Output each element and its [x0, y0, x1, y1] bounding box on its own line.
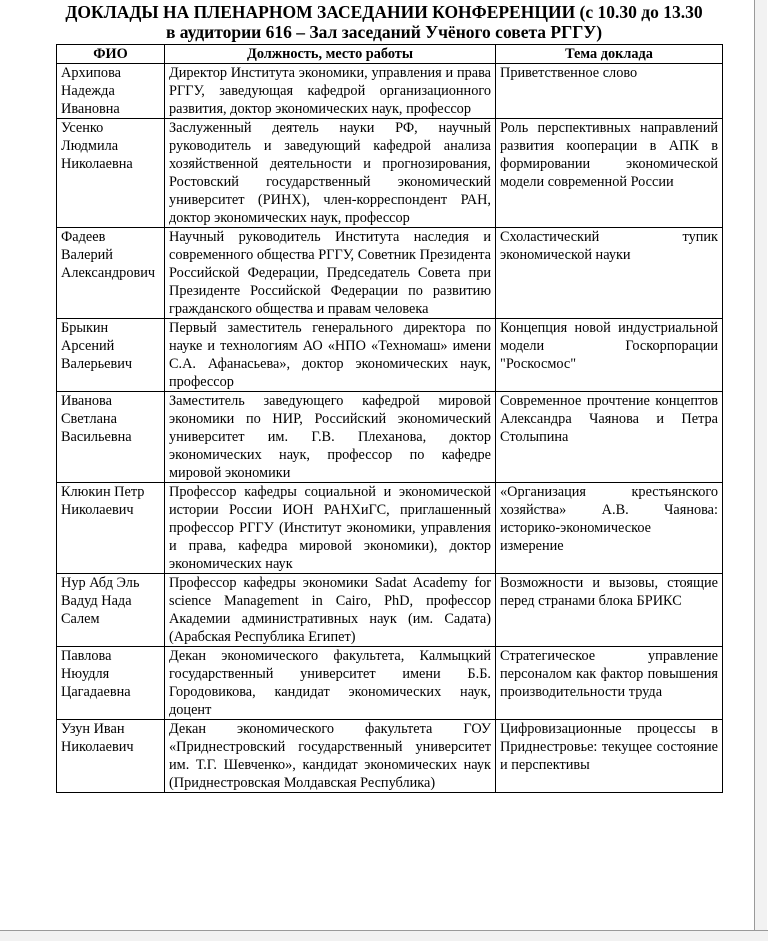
table-row [57, 119, 723, 228]
speaker-name: Брыкин Арсений Валерьевич [57, 319, 165, 392]
horizontal-scrollbar[interactable] [0, 930, 768, 941]
speaker-name: Фадеев Валерий Александрович [57, 228, 165, 319]
report-topic: Цифровизационные процессы в Приднестровье: текущее состояние и перспективы [496, 720, 723, 793]
speaker-position: Научный руководитель Института наследия и современного общества РГГУ, Советник Президента Российской Федерации, Председатель Совета при Президенте Российской Федерации по развитию гражданского общества и правам человека [165, 228, 496, 319]
report-topic: Возможности и вызовы, стоящие перед странами блока БРИКС [496, 574, 723, 647]
report-topic: Стратегическое управление персоналом как фактор повышения производительности труда [496, 647, 723, 720]
header-name: ФИО [57, 45, 165, 64]
report-topic: Схоластический тупик экономической науки [496, 228, 723, 319]
report-topic: Концепция новой индустриальной модели Госкорпорации "Роскосмос" [496, 319, 723, 392]
speakers-table [56, 44, 723, 793]
vertical-scrollbar[interactable] [754, 0, 767, 940]
table-row [57, 720, 723, 793]
speaker-position: Профессор кафедры социальной и экономической истории России ИОН РАНХиГС, приглашенный профессор РГГУ (Институт экономики, управления и права, кафедра мировой экономики), доктор экономических наук [165, 483, 496, 574]
header-position: Должность, место работы [165, 45, 496, 64]
title-line-1: ДОКЛАДЫ НА ПЛЕНАРНОМ ЗАСЕДАНИИ КОНФЕРЕНЦИИ (с 10.30 до 13.30 [65, 2, 703, 22]
table-row [57, 483, 723, 574]
title-line-2: в аудитории 616 – Зал заседаний Учёного совета РГГУ) [165, 22, 603, 42]
table-row [57, 392, 723, 483]
table-row [57, 647, 723, 720]
table-header-row [57, 45, 723, 64]
speaker-name: Клюкин Петр Николаевич [57, 483, 165, 574]
page-title [0, 2, 768, 42]
speaker-name: Иванова Светлана Васильевна [57, 392, 165, 483]
table-row [57, 228, 723, 319]
speaker-name: Павлова Нюудля Цагадаевна [57, 647, 165, 720]
speaker-name: Архипова Надежда Ивановна [57, 64, 165, 119]
speaker-position: Заслуженный деятель науки РФ, научный руководитель и заведующий кафедрой анализа хозяйственной деятельности и прогнозирования, Ростовский государственный экономический университет (РИНХ), член-корреспондент РАН, доктор экономических наук, профессор [165, 119, 496, 228]
report-topic: Приветственное слово [496, 64, 723, 119]
speaker-position: Заместитель заведующего кафедрой мировой экономики по НИР, Российский экономический университет им. Г.В. Плеханова, доктор экономических наук, профессор по кафедре мировой экономики [165, 392, 496, 483]
report-topic: Современное прочтение концептов Александра Чаянова и Петра Столыпина [496, 392, 723, 483]
speaker-name: Нур Абд Эль Вадуд Нада Салем [57, 574, 165, 647]
table-row [57, 319, 723, 392]
speaker-position: Декан экономического факультета ГОУ «Приднестровский государственный университет им. Т.Г. Шевченко», кандидат экономических наук (Приднестровская Молдавская Республика) [165, 720, 496, 793]
table-row [57, 574, 723, 647]
speaker-name: Усенко Людмила Николаевна [57, 119, 165, 228]
speaker-name: Узун Иван Николаевич [57, 720, 165, 793]
speaker-position: Директор Института экономики, управления и права РГГУ, заведующая кафедрой организационного развития, доктор экономических наук, профессор [165, 64, 496, 119]
report-topic: «Организация крестьянского хозяйства» А.В. Чаянова: историко-экономическое измерение [496, 483, 723, 574]
speaker-position: Первый заместитель генерального директора по науке и технологиям АО «НПО «Техномаш» имени С.А. Афанасьева», доктор экономических наук, профессор [165, 319, 496, 392]
report-topic: Роль перспективных направлений развития кооперации в АПК в формировании экономической модели современной России [496, 119, 723, 228]
speaker-position: Декан экономического факультета, Калмыцкий государственный университет имени Б.Б. Городовикова, кандидат экономических наук, доцент [165, 647, 496, 720]
speaker-position: Профессор кафедры экономики Sadat Academy for science Management in Cairo, PhD, профессор Академии административных наук (им. Садата) (Арабская Республика Египет) [165, 574, 496, 647]
header-topic: Тема доклада [496, 45, 723, 64]
table-row [57, 64, 723, 119]
